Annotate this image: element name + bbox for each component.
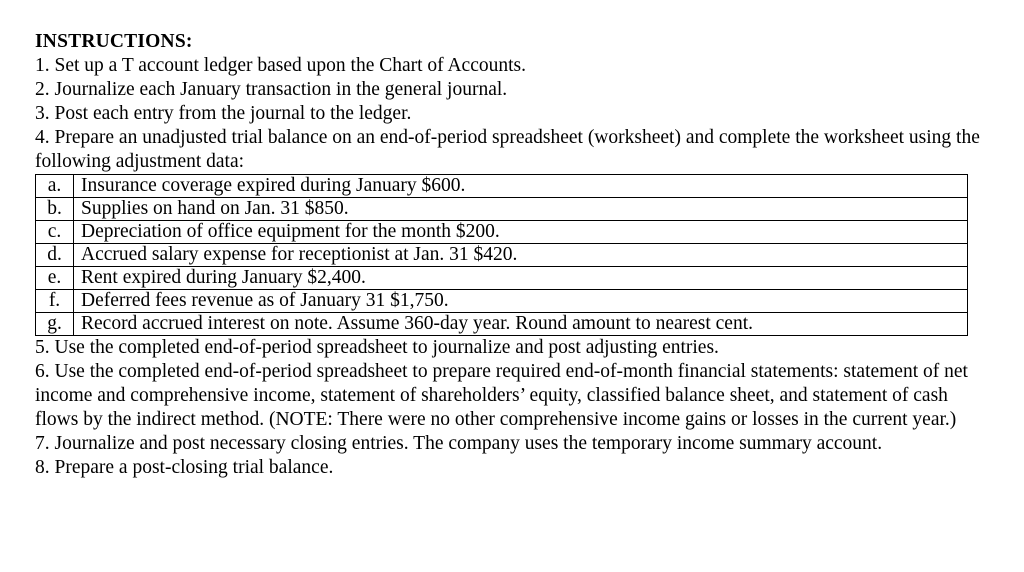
adjustment-letter: b.: [36, 198, 74, 221]
step-3: 3. Post each entry from the journal to the ledger.: [35, 103, 412, 124]
adjustment-row-a: [36, 175, 968, 198]
step-2: 2. Journalize each January transaction in the general journal.: [35, 79, 508, 100]
adjustment-row-d: [36, 244, 968, 267]
adjustment-text: Record accrued interest on note. Assume 360-day year. Round amount to nearest cent.: [74, 313, 968, 336]
instructions-heading: INSTRUCTIONS:: [35, 31, 193, 52]
adjustment-text: Supplies on hand on Jan. 31 $850.: [74, 198, 968, 221]
adjustment-letter: g.: [36, 313, 74, 336]
adjustment-letter: e.: [36, 267, 74, 290]
adjustment-text: Depreciation of office equipment for the month $200.: [74, 221, 968, 244]
adjustment-text: Accrued salary expense for receptionist at Jan. 31 $420.: [74, 244, 968, 267]
adjustment-data-table: [35, 174, 968, 336]
adjustment-letter: f.: [36, 290, 74, 313]
adjustment-letter: a.: [36, 175, 74, 198]
adjustment-row-g: [36, 313, 968, 336]
adjustment-row-c: [36, 221, 968, 244]
step-5: 5. Use the completed end-of-period spreadsheet to journalize and post adjusting entries.: [35, 337, 719, 358]
instructions-document: [35, 30, 985, 480]
adjustment-row-f: [36, 290, 968, 313]
step-4: 4. Prepare an unadjusted trial balance on an end-of-period spreadsheet (worksheet) and complete the worksheet using the following adjustment data:: [35, 127, 980, 172]
step-7: 7. Journalize and post necessary closing entries. The company uses the temporary income summary account.: [35, 433, 883, 454]
step-1: 1. Set up a T account ledger based upon the Chart of Accounts.: [35, 55, 526, 76]
adjustment-letter: d.: [36, 244, 74, 267]
adjustment-row-e: [36, 267, 968, 290]
step-6: 6. Use the completed end-of-period spreadsheet to prepare required end-of-month financial statements: statement of net income and comprehensive income, statement of shareholders’ equity, classified balance sheet, and statement of cash flows by the indirect method. (NOTE: There were no other comprehensive income gains or losses in the current year.): [35, 361, 968, 430]
adjustment-text: Deferred fees revenue as of January 31 $1,750.: [74, 290, 968, 313]
step-8: 8. Prepare a post-closing trial balance.: [35, 457, 334, 478]
adjustment-row-b: [36, 198, 968, 221]
adjustment-text: Rent expired during January $2,400.: [74, 267, 968, 290]
adjustment-letter: c.: [36, 221, 74, 244]
adjustment-text: Insurance coverage expired during January $600.: [74, 175, 968, 198]
